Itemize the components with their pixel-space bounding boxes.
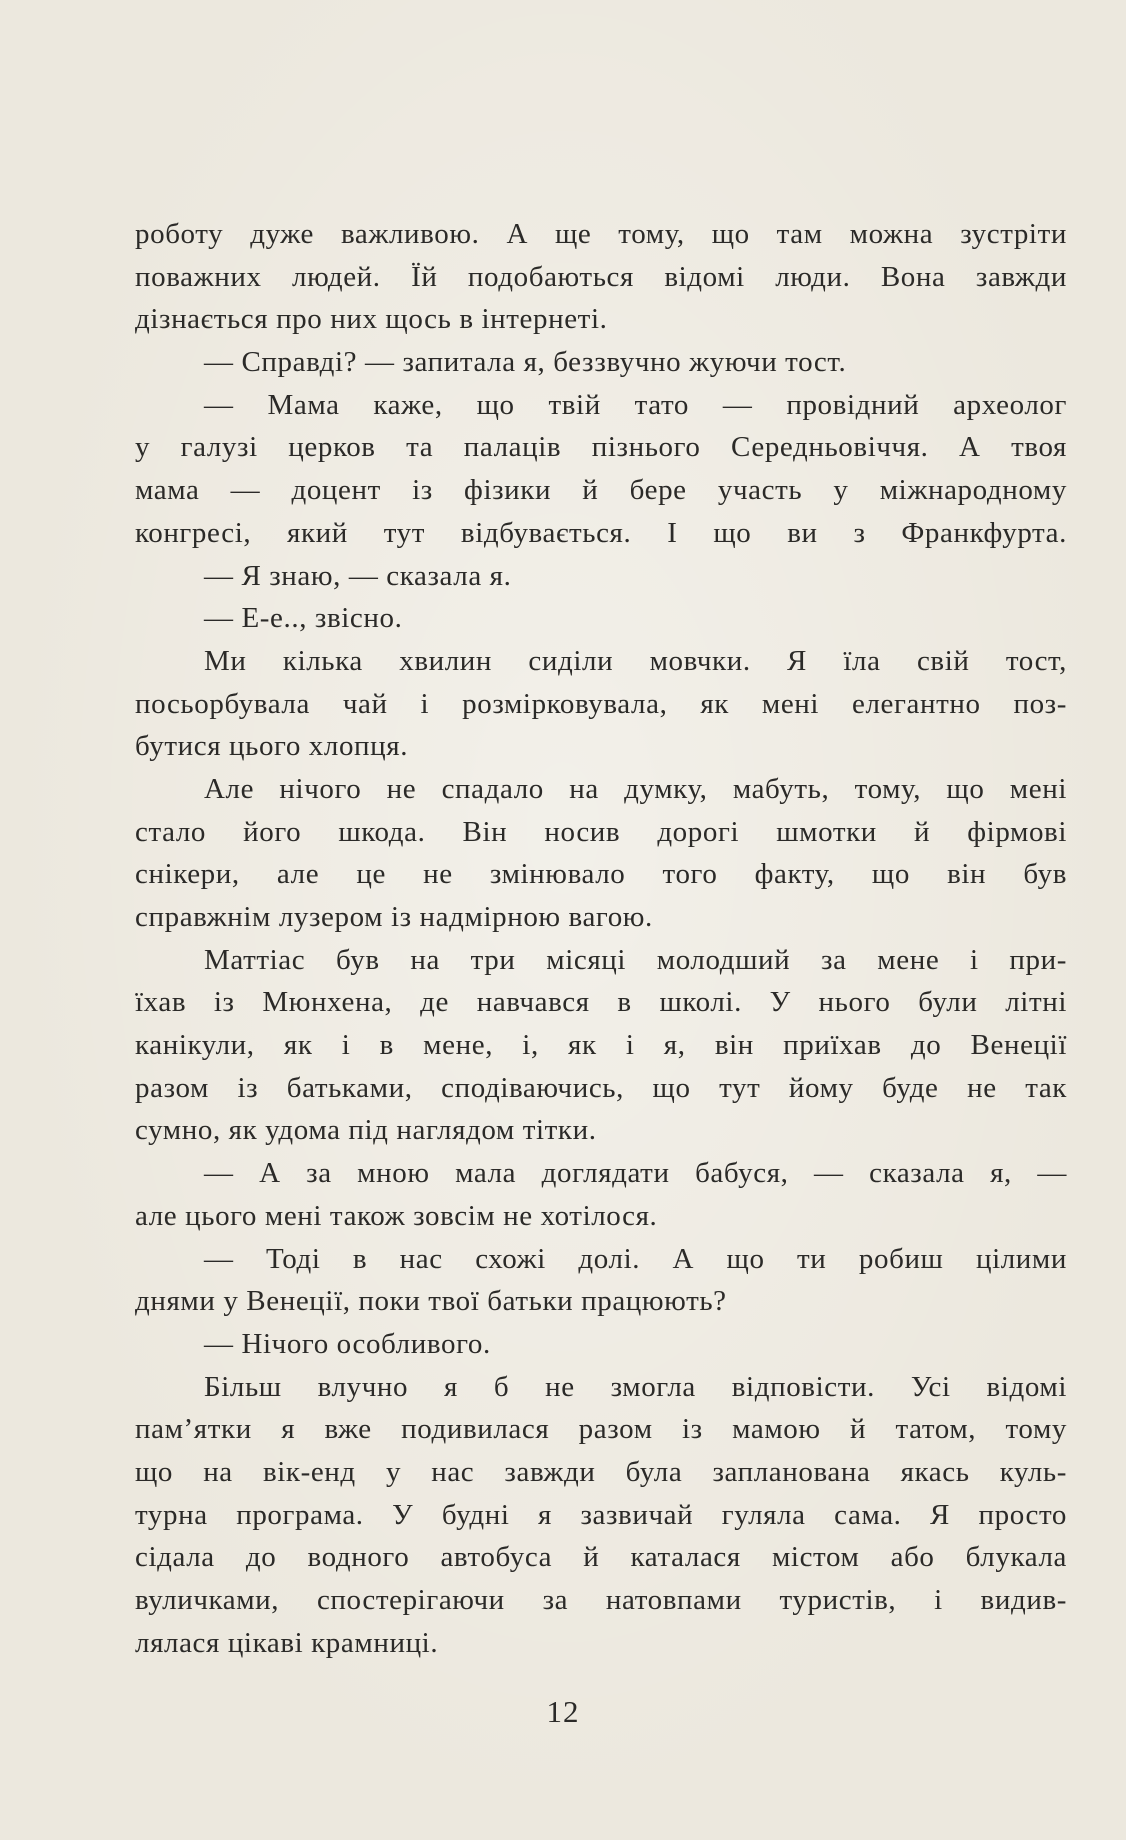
text-line: їхав із Мюнхена, де навчався в школі. У нього були літні: [135, 986, 1067, 1019]
text-line: у галузі церков та палаців пізнього Середньовіччя. А твоя: [135, 431, 1067, 464]
text-line: що на вік-енд у нас завжди була запланована якась куль-: [135, 1455, 1067, 1488]
text-line: роботу дуже важливою. А ще тому, що там можна зустріти: [135, 218, 1067, 250]
text-line: лялася цікаві крамниці.: [135, 1626, 439, 1659]
text-line: — А за мною мала доглядати бабуся, — сказала я, —: [204, 1157, 1067, 1190]
text-line: бутися цього хлопця.: [135, 730, 409, 763]
text-line: поважних людей. Їй подобаються відомі люди. Вона завжди: [135, 260, 1067, 293]
text-line: снікери, але це не змінювало того факту, що він був: [135, 858, 1067, 891]
text-line: Але нічого не спадало на думку, мабуть, тому, що мені: [204, 772, 1067, 805]
text-line: разом із батьками, сподіваючись, що тут йому буде не так: [135, 1071, 1067, 1104]
text-line: сумно, як удома під наглядом тітки.: [135, 1114, 597, 1147]
page-number: 12: [546, 1694, 580, 1729]
text-line: — Справді? — запитала я, беззвучно жуючи тост.: [204, 346, 847, 379]
text-line: Ми кілька хвилин сиділи мовчки. Я їла свій тост,: [204, 644, 1067, 677]
text-line: але цього мені також зовсім не хотілося.: [135, 1199, 658, 1232]
text-line: стало його шкода. Він носив дорогі шмотки й фірмові: [135, 815, 1067, 848]
text-line: дізнається про них щось в інтернеті.: [135, 303, 608, 336]
text-line: вуличками, спостерігаючи за натовпами туристів, і видив-: [135, 1584, 1067, 1616]
text-line: Маттіас був на три місяці молодший за мене і при-: [204, 943, 1067, 976]
text-line: — Тоді в нас схожі долі. А що ти робиш цілими: [204, 1242, 1067, 1275]
text-line: пам’ятки я вже подивилася разом із мамою й татом, тому: [135, 1413, 1067, 1446]
text-line: — Мама каже, що твій тато — провідний археолог: [204, 388, 1067, 421]
text-line: мама — доцент із фізики й бере участь у міжнародному: [135, 474, 1067, 507]
text-line: — Нічого особливого.: [204, 1327, 491, 1360]
text-line: канікули, як і в мене, і, як і я, він приїхав до Венеції: [135, 1029, 1067, 1062]
text-line: конгресі, який тут відбувається. І що ви з Франкфурта.: [135, 516, 1067, 549]
text-line: посьорбувала чай і розмірковувала, як мені елегантно поз-: [135, 687, 1067, 720]
text-line: турна програма. У будні я зазвичай гуляла сама. Я просто: [135, 1498, 1067, 1531]
text-line: сідала до водного автобуса й каталася містом або блукала: [135, 1541, 1067, 1574]
text-line: — Е-е.., звісно.: [204, 602, 403, 635]
text-line: — Я знаю, — сказала я.: [204, 559, 512, 592]
page-body-text: [135, 213, 1067, 1664]
text-line: Більш влучно я б не змогла відповісти. Усі відомі: [204, 1370, 1067, 1403]
text-line: днями у Венеції, поки твої батьки працюють?: [135, 1285, 727, 1318]
text-line: справжнім лузером із надмірною вагою.: [135, 901, 653, 933]
